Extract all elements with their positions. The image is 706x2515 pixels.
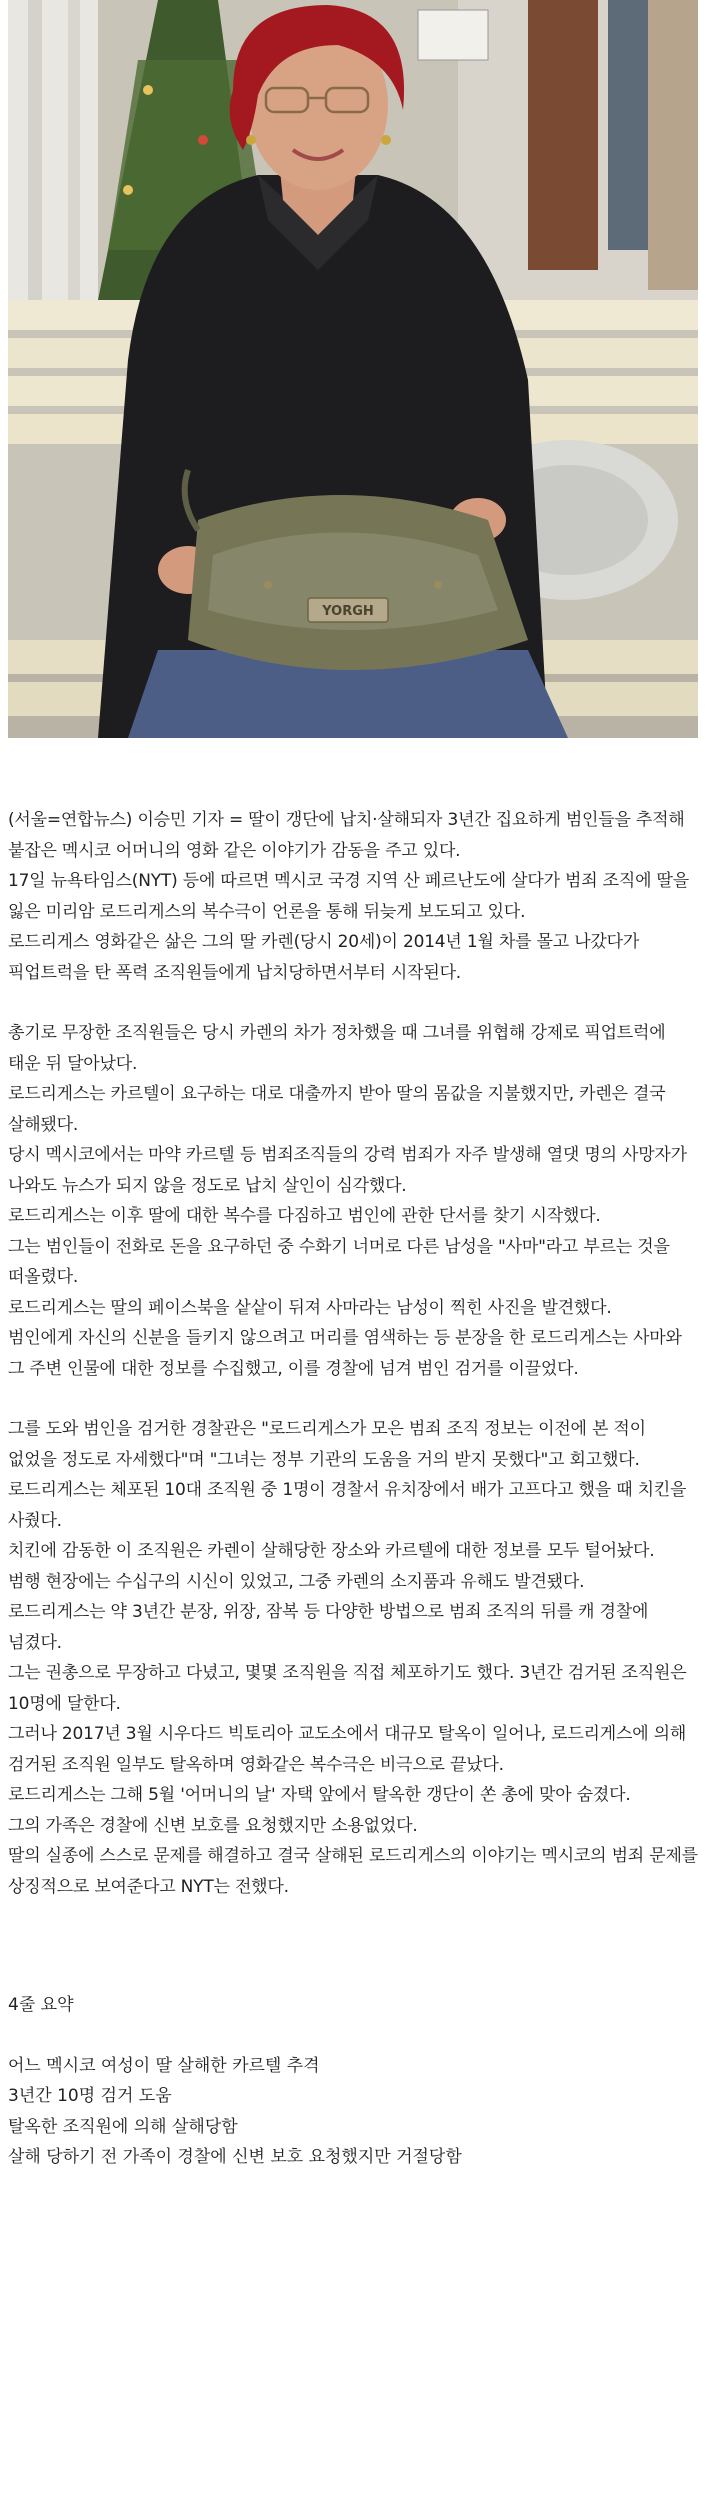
article-paragraph: 그의 가족은 경찰에 신변 보호를 요청했지만 소용없었다. xyxy=(8,1815,418,1836)
article-paragraph: 그를 도와 범인을 검거한 경찰관은 "로드리게스가 모은 범죄 조직 정보는 이전에 본 적이 없었을 정도로 자세했다"며 "그녀는 정부 기관의 도움을 거의 받지 못했다"고 회고했다. xyxy=(8,1419,646,1470)
article-paragraph: 로드리게스는 체포된 10대 조직원 중 1명이 경찰서 유치장에서 배가 고프다고 했을 때 치킨을 사줬다. xyxy=(8,1480,687,1531)
article-paragraph: 로드리게스는 카르텔이 요구하는 대로 대출까지 받아 딸의 몸값을 지불했지만, 카렌은 결국 살해됐다. xyxy=(8,1084,666,1135)
bag-label: YORGH xyxy=(322,604,374,619)
summary-title: 4줄 요약 xyxy=(8,1995,74,2015)
article-paragraph: 로드리게스는 약 3년간 분장, 위장, 잠복 등 다양한 방법으로 범죄 조직의 뒤를 캐 경찰에 넘겼다. xyxy=(8,1602,649,1653)
article-paragraph: 딸의 실종에 스스로 문제를 해결하고 결국 살해된 로드리게스의 이야기는 멕시코의 범죄 문제를 상징적으로 보여준다고 NYT는 전했다. xyxy=(8,1846,698,1897)
article-paragraph: 총기로 무장한 조직원들은 당시 카렌의 차가 정차했을 때 그녀를 위협해 강제로 픽업트럭에 태운 뒤 달아났다. xyxy=(8,1023,666,1074)
summary-item: 탈옥한 조직원에 의해 살해당함 xyxy=(8,2116,238,2137)
article-paragraph: 그러나 2017년 3월 시우다드 빅토리아 교도소에서 대규모 탈옥이 일어나, 로드리게스에 의해 검거된 조직원 일부도 탈옥하며 영화같은 복수극은 비극으로 끝났다. xyxy=(8,1724,687,1775)
summary-item: 3년간 10명 검거 도움 xyxy=(8,2086,172,2106)
article-paragraph: 로드리게스 영화같은 삶은 그의 딸 카렌(당시 20세)이 2014년 1월 차를 몰고 나갔다가 픽업트럭을 탄 폭력 조직원들에게 납치당하면서부터 시작된다. xyxy=(8,932,640,983)
article-paragraph: 치킨에 감동한 이 조직원은 카렌이 살해당한 장소와 카르텔에 대한 정보를 모두 털어놨다. xyxy=(8,1541,655,1561)
article-paragraph: 범행 현장에는 수십구의 시신이 있었고, 그중 카렌의 소지품과 유해도 발견됐다. xyxy=(8,1571,585,1592)
article-body xyxy=(8,805,698,2173)
article-paragraph: 17일 뉴욕타임스(NYT) 등에 따르면 멕시코 국경 지역 산 페르난도에 살다가 범죄 조직에 딸을 잃은 미리암 로드리게스의 복수극이 언론을 통해 뒤늦게 보도되고 있다. xyxy=(8,871,689,922)
article-paragraph: 로드리게스는 딸의 페이스북을 샅샅이 뒤져 사마라는 남성이 찍힌 사진을 발견했다. xyxy=(8,1297,612,1318)
article-paragraph: 범인에게 자신의 신분을 들키지 않으려고 머리를 염색하는 등 분장을 한 로드리게스는 사마와 그 주변 인물에 대한 정보를 수집했고, 이를 경찰에 넘겨 범인 검거를 이끌었다. xyxy=(8,1328,682,1379)
article-paragraph: (서울=연합뉴스) 이승민 기자 = 딸이 갱단에 납치·살해되자 3년간 집요하게 범인들을 추적해 붙잡은 멕시코 어머니의 영화 같은 이야기가 감동을 주고 있다. xyxy=(8,810,685,861)
article-paragraph: 그는 권총으로 무장하고 다녔고, 몇몇 조직원을 직접 체포하기도 했다. 3년간 검거된 조직원은 10명에 달한다. xyxy=(8,1663,687,1714)
summary-list xyxy=(8,2051,698,2173)
article-paragraph: 로드리게스는 이후 딸에 대한 복수를 다짐하고 범인에 관한 단서를 찾기 시작했다. xyxy=(8,1206,601,1226)
summary-item: 어느 멕시코 여성이 딸 살해한 카르텔 추격 xyxy=(8,2055,320,2076)
summary-item: 살해 당하기 전 가족이 경찰에 신변 보호 요청했지만 거절당함 xyxy=(8,2147,462,2167)
article-photo xyxy=(8,0,698,738)
article-paragraph: 그는 범인들이 전화로 돈을 요구하던 중 수화기 너머로 다른 남성을 "사마"라고 부르는 것을 떠올렸다. xyxy=(8,1236,670,1287)
article-paragraph: 당시 멕시코에서는 마약 카르텔 등 범죄조직들의 강력 범죄가 자주 발생해 열댓 명의 사망자가 나와도 뉴스가 되지 않을 정도로 납치 살인이 심각했다. xyxy=(8,1145,687,1196)
article-paragraph: 로드리게스는 그해 5월 '어머니의 날' 자택 앞에서 탈옥한 갱단이 쏜 총에 맞아 숨졌다. xyxy=(8,1785,631,1805)
